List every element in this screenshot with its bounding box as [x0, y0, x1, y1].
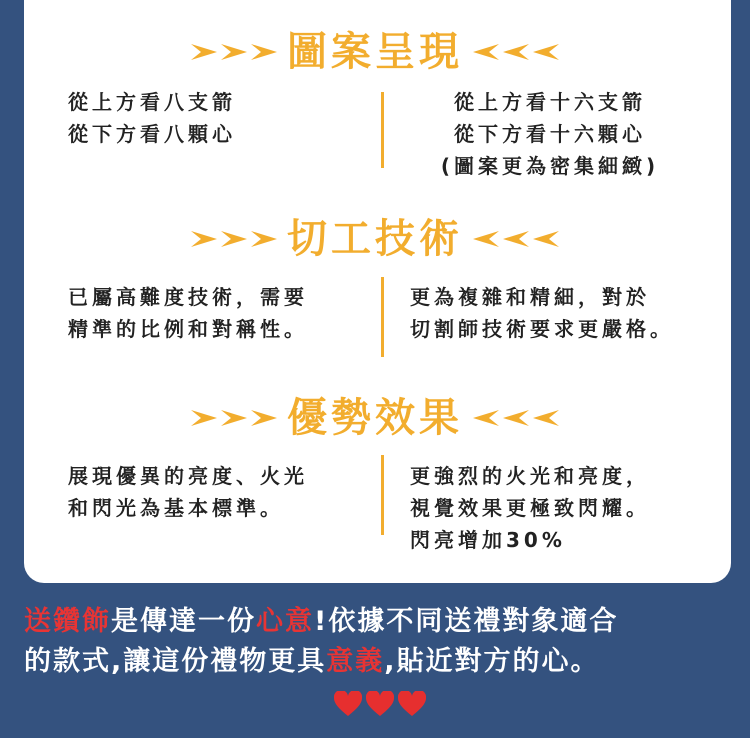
- heart-icon: [334, 691, 362, 717]
- section-title-text: 圖案呈現: [287, 29, 463, 75]
- message-line-2: 的款式,讓這份禮物更具意義,貼近對方的心。: [24, 646, 600, 677]
- section-right-text: 從上方看十六支箭 從下方看十六顆心 (圖案更為密集細緻): [440, 90, 660, 178]
- arrow-left-icon: [471, 406, 561, 430]
- section-title-pattern: [0, 27, 750, 77]
- section-left-text: 展現優異的亮度、火光 和閃光為基本標準。: [68, 464, 308, 520]
- message-line-1: 送鑽飾是傳達一份心意!依據不同送禮對象適合: [24, 606, 619, 637]
- section-title-cut: [0, 214, 750, 264]
- arrow-right-icon: [189, 40, 279, 64]
- section-title-text: 切工技術: [287, 216, 463, 262]
- arrow-left-icon: [471, 40, 561, 64]
- arrow-right-icon: [189, 227, 279, 251]
- arrow-right-icon: [189, 406, 279, 430]
- section-left-text: 已屬高難度技術，需要 精準的比例和對稱性。: [68, 285, 308, 341]
- column-divider: [381, 277, 384, 357]
- column-divider: [381, 455, 384, 535]
- arrow-left-icon: [471, 227, 561, 251]
- section-title-text: 優勢效果: [287, 395, 463, 441]
- column-divider: [381, 92, 384, 168]
- heart-icon: [366, 691, 394, 717]
- section-left-text: 從上方看八支箭 從下方看八顆心: [68, 90, 236, 146]
- heart-icon: [398, 691, 426, 717]
- hearts: [334, 691, 426, 717]
- section-title-advantage: [0, 393, 750, 443]
- section-right-text: 更強烈的火光和亮度， 視覺效果更極致閃耀。 閃亮增加30%: [410, 464, 650, 552]
- section-right-text: 更為複雜和精細，對於 切割師技術要求更嚴格。: [410, 285, 674, 341]
